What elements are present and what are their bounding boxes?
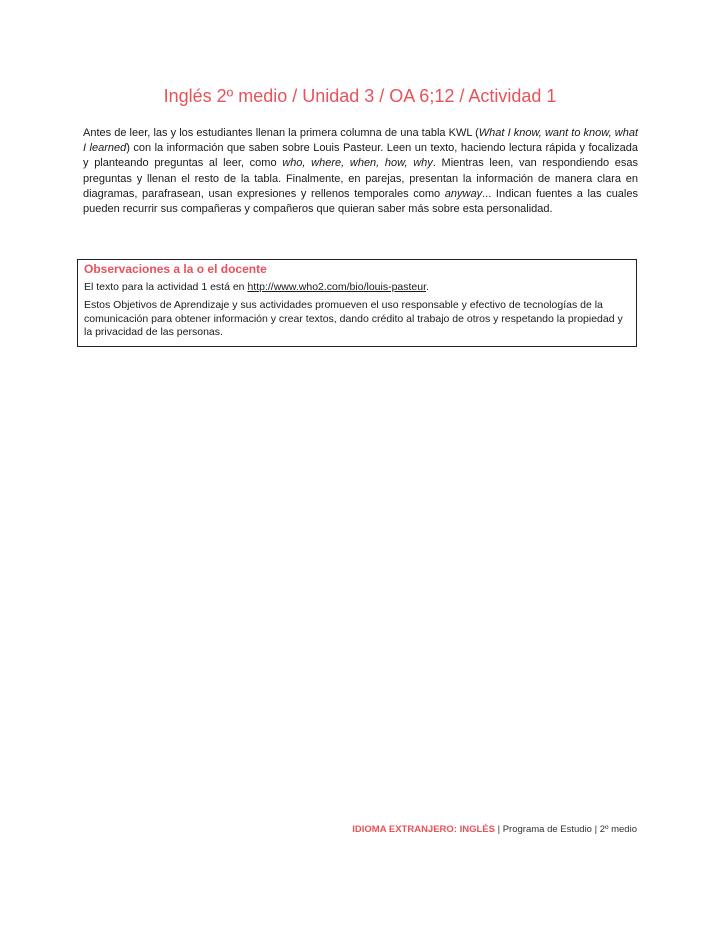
intro-italic-questions: who, where, when, how, why [282,157,433,170]
intro-text-4: ... Indican fuentes a las cuales pueden recurrir sus compañeras y compañeros que quieran saber más sobre esta personalidad. [83,187,638,216]
intro-text-1: Antes de leer, las y los estudiantes llenan la primera columna de una tabla KWL ( [83,127,479,139]
source-suffix: . [426,281,429,293]
footer-separator: | [494,824,503,835]
page-title: Inglés 2º medio / Unidad 3 / OA 6;12 / Actividad 1 [163,86,557,106]
observations-title: Observaciones a la o el docente [84,262,267,276]
intro-italic-kwl: What I know, want to know, what I learned [83,127,639,155]
intro-text-3: . Mientras leen, van respondiendo esas preguntas y llenan el resto de la tabla. Finalmente, en parejas, presentan la información de manera clara en diagramas, parafrasean, usan expresiones y rellenos temporales como [83,157,638,200]
footer-separator: | [591,824,600,835]
intro-text-2: ) con la información que saben sobre Louis Pasteur. Leen un texto, haciendo lectura rápida y focalizada y planteando preguntas al leer, como [83,142,638,170]
observations-paragraph: Estos Objetivos de Aprendizaje y sus actividades promueven el uso responsable y efectivo de tecnologías de la comunicación para obtener información y crear textos, dando crédito al trabajo de otros y respetando la propiedad y la privacidad de las personas. [84,299,623,338]
footer-subject: IDIOMA EXTRANJERO: INGLÉS [352,824,495,835]
source-link[interactable]: http://www.who2.com/bio/louis-pasteur [247,281,427,293]
page-footer [352,824,637,835]
footer-program: Programa de Estudio [502,824,592,835]
source-prefix: El texto para la actividad 1 está en [84,281,248,293]
footer-level: 2º medio [599,824,637,835]
observations-source-line [84,281,630,294]
activity-description [83,126,638,217]
intro-italic-anyway: anyway [444,187,483,200]
teacher-observations-box [77,259,637,347]
